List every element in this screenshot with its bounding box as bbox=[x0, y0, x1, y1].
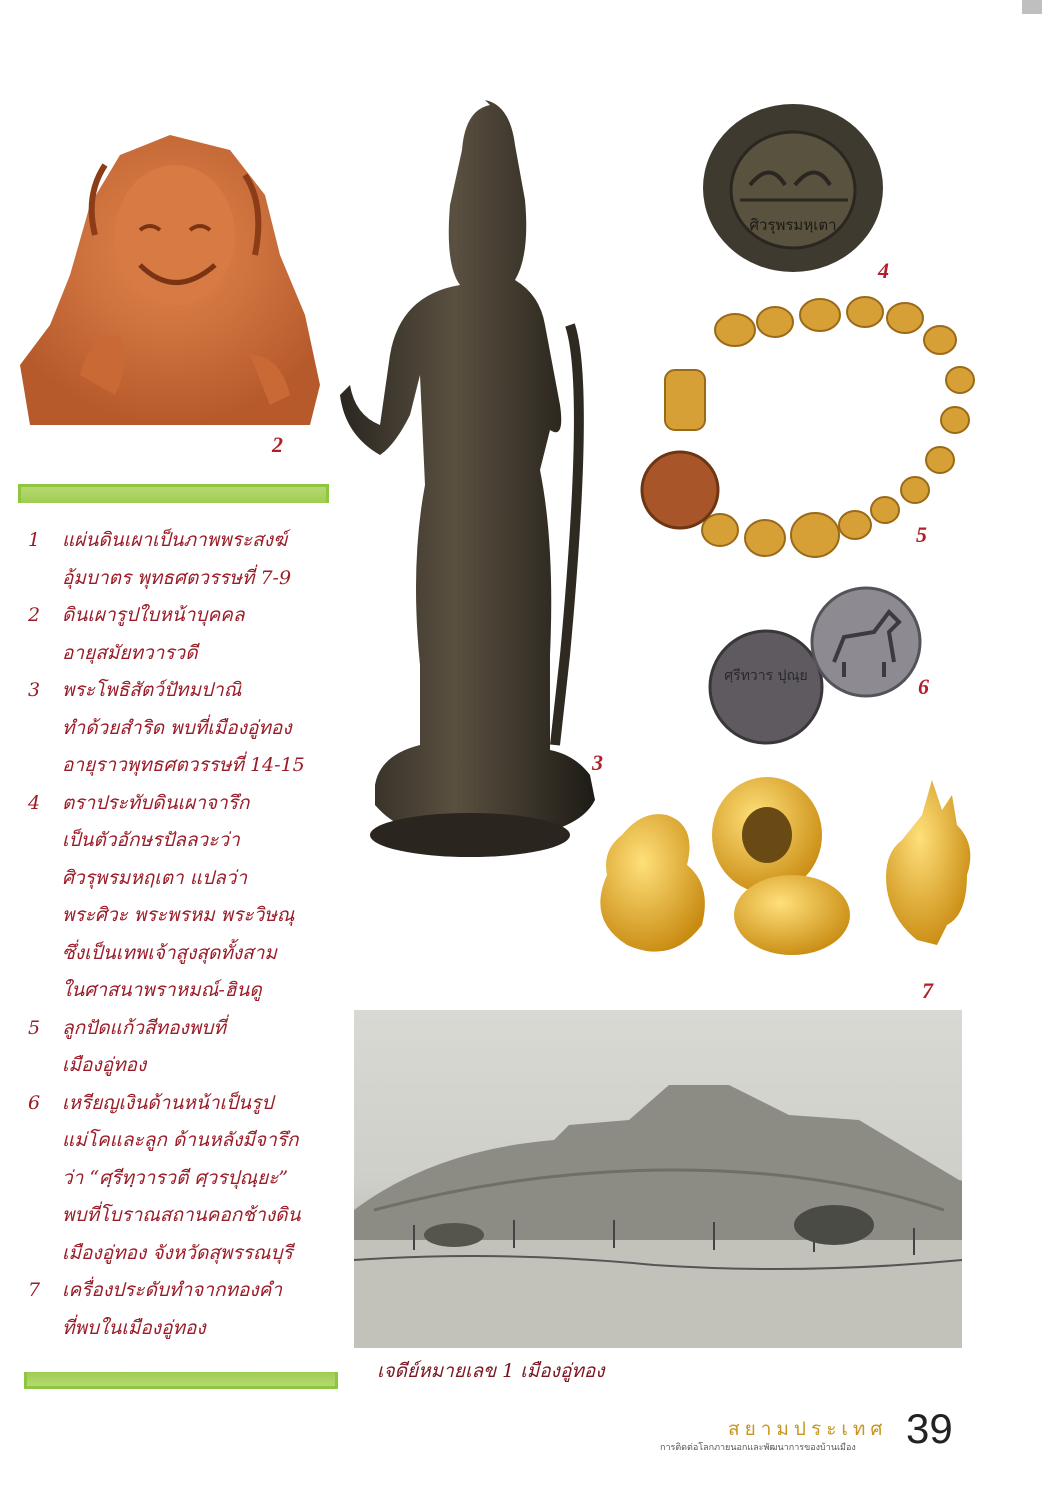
photo-number-6: 6 bbox=[918, 674, 929, 699]
caption-number: 6 bbox=[28, 1091, 41, 1114]
stupa-caption: เจดีย์หมายเลข 1 เมืองอู่ทอง bbox=[377, 1360, 605, 1382]
seal-inscription: ศิวรุพรมหฺเตา bbox=[749, 216, 837, 234]
caption-line: ซึ่งเป็นเทพเจ้าสูงสุดทั้งสาม bbox=[62, 941, 277, 964]
caption-number: 3 bbox=[28, 679, 41, 701]
caption-item-7 bbox=[24, 1272, 336, 1347]
caption-line: อายุสมัยทวารวดี bbox=[62, 641, 198, 664]
caption-line: ดินเผารูปใบหน้าบุคคล bbox=[62, 604, 245, 626]
caption-item-6 bbox=[24, 1085, 336, 1273]
caption-line: เป็นตัวอักษรปัลลวะว่า bbox=[62, 829, 240, 851]
caption-line: อุ้มบาตร พุทธศตวรรษที่ 7-9 bbox=[62, 566, 292, 589]
caption-line: แม่โคและลูก ด้านหลังมีจารึก bbox=[62, 1129, 299, 1151]
terracotta-head-photo bbox=[10, 125, 322, 427]
caption-line: พระโพธิสัตว์ปัทมปาณิ bbox=[62, 679, 242, 701]
caption-line: ลูกปัดแก้วสีทองพบที่ bbox=[62, 1016, 226, 1039]
stupa-photo bbox=[354, 1010, 962, 1348]
photo-number-7: 7 bbox=[922, 978, 933, 1003]
sidebar-frame-bottom bbox=[24, 1372, 338, 1389]
caption-line: พบที่โบราณสถานคอกช้างดิน bbox=[62, 1204, 301, 1226]
caption-item-5 bbox=[24, 1010, 336, 1085]
photo-number-2: 2 bbox=[272, 432, 283, 457]
caption-item-3 bbox=[24, 672, 336, 785]
caption-line: ในศาสนาพราหมณ์-ฮินดู bbox=[62, 979, 262, 1001]
photo-number-4: 4 bbox=[878, 258, 889, 283]
magazine-subtitle: การติดต่อโลกภายนอกและพัฒนาการของบ้านเมือง bbox=[660, 1443, 856, 1453]
caption-line: ศิวรุพรมหฤเตา แปลว่า bbox=[62, 866, 248, 889]
caption-number: 1 bbox=[28, 529, 41, 551]
caption-item-4 bbox=[24, 785, 336, 1010]
caption-line: เหรียญเงินด้านหน้าเป็นรูป bbox=[62, 1091, 274, 1114]
coin-inscription: ศฺรีทวาร ปุณฺย bbox=[724, 668, 808, 684]
caption-line: เมืองอู่ทอง จังหวัดสุพรรณบุรี bbox=[62, 1241, 293, 1264]
caption-line: ที่พบในเมืองอู่ทอง bbox=[62, 1316, 206, 1339]
caption-list bbox=[24, 522, 336, 1347]
caption-line: อายุราวพุทธศตวรรษที่ 14-15 bbox=[62, 754, 305, 776]
caption-item-2 bbox=[24, 597, 336, 672]
gold-ornaments-photo bbox=[582, 775, 978, 975]
caption-number: 2 bbox=[28, 604, 41, 626]
bodhisattva-statue-photo bbox=[340, 95, 602, 885]
caption-line: ตราประทับดินเผาจารึก bbox=[62, 791, 250, 814]
scan-corner-mark bbox=[1022, 0, 1042, 14]
caption-line: แผ่นดินเผาเป็นภาพพระสงฆ์ bbox=[62, 529, 288, 551]
silver-coins-photo bbox=[694, 582, 926, 748]
caption-number: 5 bbox=[28, 1016, 41, 1039]
glass-beads-photo bbox=[625, 290, 985, 570]
caption-number: 7 bbox=[28, 1279, 41, 1301]
clay-seal-photo bbox=[700, 100, 886, 276]
caption-line: ว่า “ศฺรีทฺวารวตี ศฺวรปุณฺยะ” bbox=[62, 1166, 289, 1189]
caption-line: ทำด้วยสำริด พบที่เมืองอู่ทอง bbox=[62, 716, 292, 739]
magazine-brand: สยามประเทศ bbox=[728, 1418, 888, 1440]
caption-line: เครื่องประดับทำจากทองคำ bbox=[62, 1279, 283, 1301]
caption-item-1 bbox=[24, 522, 336, 597]
sidebar-frame-top bbox=[18, 484, 329, 503]
caption-line: พระศิวะ พระพรหม พระวิษณุ bbox=[62, 904, 295, 926]
photo-number-3: 3 bbox=[592, 750, 603, 775]
caption-line: เมืองอู่ทอง bbox=[62, 1054, 147, 1076]
photo-number-5: 5 bbox=[916, 522, 927, 547]
caption-number: 4 bbox=[28, 791, 41, 814]
page-number: 39 bbox=[906, 1405, 953, 1452]
